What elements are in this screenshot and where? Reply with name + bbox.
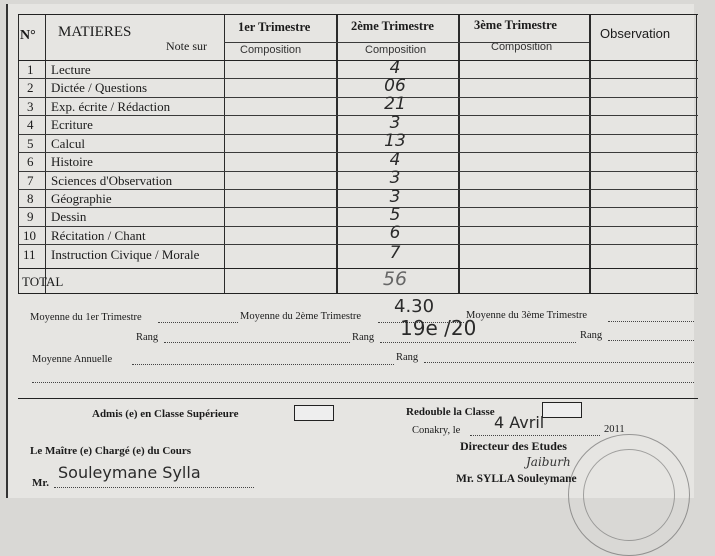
rang-t2-value: 19e /20: [400, 316, 477, 340]
subject-name: Dessin: [51, 209, 87, 224]
moyenne-t3-label: Moyenne du 3ème Trimestre: [466, 310, 588, 321]
row-no: 1: [27, 62, 34, 77]
grades-table: [18, 14, 698, 294]
grade-t2: 21: [384, 94, 406, 114]
row-no: 7: [27, 173, 34, 188]
tab-trimestre-3: 3ème Trimestre: [474, 18, 557, 32]
total-t2: 56: [382, 268, 408, 290]
rang-t3-label: Rang: [580, 330, 603, 341]
grade-t2: 4: [389, 58, 401, 78]
grade-t2: 3: [389, 168, 401, 188]
school-stamp-inner-ring: [583, 449, 675, 541]
subject-name: Sciences d'Observation: [51, 173, 173, 188]
moyenne-t2-label: Moyenne du 2ème Trimestre: [240, 311, 362, 322]
directeur-label: Directeur des Etudes: [460, 439, 567, 453]
row-no: 3: [27, 99, 34, 114]
subject-name: Géographie: [51, 191, 112, 206]
grade-t2: 5: [389, 205, 401, 225]
grade-t2: 7: [389, 243, 401, 263]
directeur-signature: Jaiburh: [526, 455, 571, 469]
redouble-checkbox[interactable]: [542, 402, 582, 418]
grade-t2: 3: [389, 113, 401, 133]
moyenne-annuelle-label: Moyenne Annuelle: [32, 354, 113, 365]
col-no-header: N°: [20, 28, 36, 43]
row-no: 11: [23, 247, 36, 262]
col-matieres-header: MATIERES: [58, 24, 132, 40]
row-no: 4: [27, 117, 34, 132]
tab-trimestre-1: 1er Trimestre: [238, 20, 311, 34]
subject-name: Calcul: [51, 136, 85, 151]
subject-name: Dictée / Questions: [51, 80, 148, 95]
trimestre-1-sub: Composition: [240, 44, 302, 56]
date-value: 4 Avril: [494, 413, 545, 432]
directeur-name: Mr. SYLLA Souleymane: [456, 473, 577, 485]
averages-section: [18, 294, 698, 396]
moyenne-t2-value: 4.30: [394, 296, 435, 317]
grade-t2: 6: [389, 223, 401, 243]
rang-t2-label: Rang: [352, 332, 375, 343]
school-stamp: [568, 434, 690, 556]
admis-label: Admis (e) en Classe Supérieure: [92, 408, 239, 420]
admis-checkbox[interactable]: [294, 405, 334, 421]
maitre-name: Souleymane Sylla: [58, 463, 201, 482]
grade-t2: 4: [389, 150, 401, 170]
grade-t2: 13: [384, 131, 406, 151]
maitre-prefix: Mr.: [32, 477, 50, 489]
total-label: TOTAL: [22, 274, 64, 289]
trimestre-3-sub: Composition: [491, 41, 553, 53]
row-no: 2: [27, 80, 34, 95]
row-no: 9: [27, 209, 34, 224]
subject-name: Récitation / Chant: [51, 228, 146, 243]
trimestre-2-sub: Composition: [365, 44, 427, 56]
col-observation-header: Observation: [600, 26, 671, 41]
row-no: 8: [27, 191, 34, 206]
maitre-label: Le Maître (e) Chargé (e) du Cours: [30, 445, 192, 457]
report-card-paper: [6, 4, 694, 498]
tab-trimestre-2: 2ème Trimestre: [351, 19, 434, 33]
moyenne-t1-label: Moyenne du 1er Trimestre: [30, 312, 142, 323]
subject-name: Instruction Civique / Morale: [51, 247, 200, 262]
subject-name: Exp. écrite / Rédaction: [51, 99, 171, 114]
subject-name: Histoire: [51, 154, 93, 169]
rang-annuel-label: Rang: [396, 352, 419, 363]
row-no: 5: [27, 136, 34, 151]
lieu-label: Conakry, le: [412, 425, 461, 436]
row-no: 6: [27, 154, 34, 169]
rang-t1-label: Rang: [136, 332, 159, 343]
grade-t2: 3: [389, 187, 401, 207]
subject-name: Lecture: [51, 62, 91, 77]
note-sur-label: Note sur: [166, 39, 207, 53]
subject-name: Ecriture: [51, 117, 93, 132]
redouble-label: Redouble la Classe: [406, 406, 495, 418]
row-no: 10: [23, 228, 36, 243]
grade-t2: 06: [384, 76, 406, 96]
year-value: 2011: [604, 424, 625, 435]
